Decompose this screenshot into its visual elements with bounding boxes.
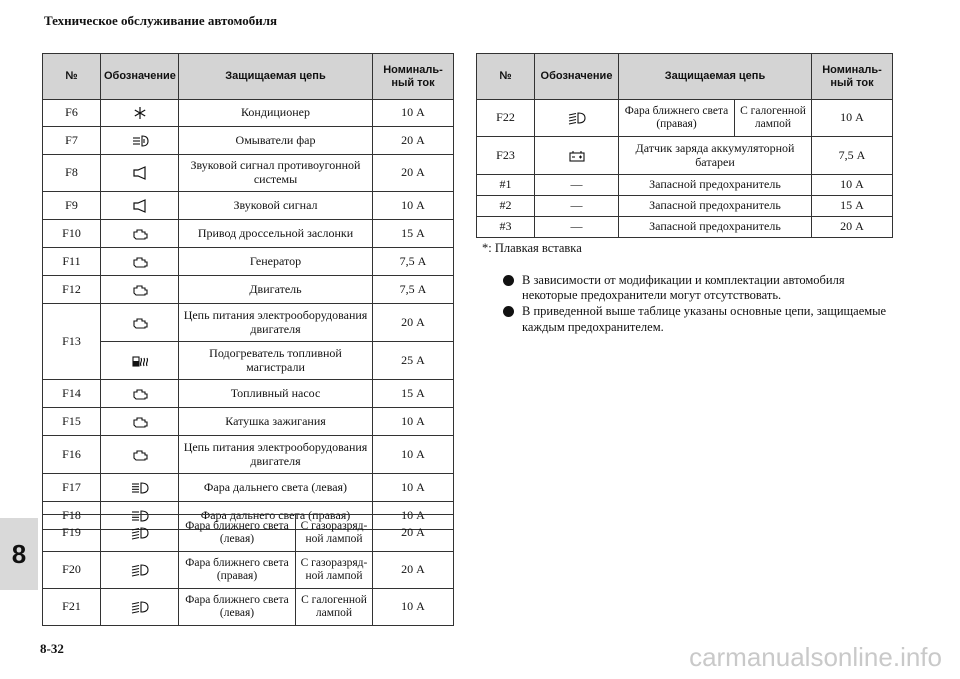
fuse-rating: 15 А (373, 220, 454, 248)
fuse-rating: 7,5 А (373, 276, 454, 304)
fuse-circuit: Фара ближнего света (левая) (179, 589, 296, 626)
note-text: В приведенной выше таблице указаны основные цепи, защищаемые каждым предохранителем. (522, 303, 887, 334)
fuse-number: #2 (477, 196, 535, 217)
fuse-rating: 20 А (373, 155, 454, 192)
fuse-rating: 10 А (812, 100, 893, 137)
table-row (477, 217, 893, 238)
table-row (43, 192, 454, 220)
fuse-rating: 10 А (373, 589, 454, 626)
col-header-num: № (477, 54, 535, 100)
battery-icon (567, 149, 587, 163)
fuse-number: F18 (43, 502, 101, 530)
fuse-circuit: Запасной предохранитель (619, 175, 812, 196)
low-beam-icon (130, 600, 150, 614)
fuse-circuit: Топливный насос (179, 380, 373, 408)
fuse-rating: 20 А (373, 552, 454, 589)
fuse-circuit: Запасной предохранитель (619, 217, 812, 238)
engine-icon (130, 387, 150, 401)
fuse-circuit: Датчик заряда аккумуляторной батареи (619, 137, 812, 175)
fuse-circuit: Фара ближнего света (правая) (619, 100, 735, 137)
fuse-number: F21 (43, 589, 101, 626)
fuse-number: F13 (43, 304, 101, 380)
watermark: carmanualsonline.info (689, 642, 942, 672)
fuse-circuit-variant: С газоразряд-ной лампой (296, 515, 373, 552)
table-row (43, 127, 454, 155)
fuse-rating: 20 А (373, 127, 454, 155)
col-header-rating: Номиналь-ный ток (812, 54, 893, 100)
fuse-rating: 10 А (373, 100, 454, 127)
fuse-circuit: Подогреватель топливной магистрали (179, 342, 373, 380)
table-row (43, 276, 454, 304)
fuse-circuit-variant: С галогенной лампой (735, 100, 812, 137)
table-row (43, 100, 454, 127)
fuse-number: F20 (43, 552, 101, 589)
table-row (43, 436, 454, 474)
bullet-icon (503, 306, 514, 317)
fuse-circuit: Цепь питания электрооборудования двигателя (179, 304, 373, 342)
table-row (43, 304, 454, 342)
fuse-number: F17 (43, 474, 101, 502)
page-header-title: Техническое обслуживание автомобиля (44, 13, 278, 28)
table-row (43, 248, 454, 276)
fuse-rating: 20 А (373, 304, 454, 342)
fuse-circuit: Привод дроссельной заслонки (179, 220, 373, 248)
note-text: В зависимости от модификации и комплектации автомобиля некоторые предохранители могут отсутствовать. (522, 272, 845, 303)
fuse-circuit: Цепь питания электрооборудования двигателя (179, 436, 373, 474)
fuse-circuit: Омыватели фар (179, 127, 373, 155)
fuse-circuit: Кондиционер (179, 100, 373, 127)
fuse-number: F22 (477, 100, 535, 137)
horn-icon (130, 166, 150, 180)
fuse-circuit: Двигатель (179, 276, 373, 304)
fuse-symbol: — (535, 217, 619, 238)
fuse-rating: 20 А (812, 217, 893, 238)
fuse-circuit: Генератор (179, 248, 373, 276)
engine-icon (130, 448, 150, 462)
fuse-table-left-lamps (42, 514, 454, 626)
fuse-number: F10 (43, 220, 101, 248)
fuse-rating: 10 А (373, 436, 454, 474)
table-row (43, 474, 454, 502)
bullet-icon (503, 275, 514, 286)
table-row (43, 220, 454, 248)
fuse-circuit: Звуковой сигнал противоугонной системы (179, 155, 373, 192)
fuse-circuit: Запасной предохранитель (619, 196, 812, 217)
fuse-number: F19 (43, 515, 101, 552)
table-row (43, 552, 454, 589)
table-row (477, 175, 893, 196)
note-item (482, 304, 892, 335)
table-row (43, 589, 454, 626)
fuse-circuit-variant: С газоразряд-ной лампой (296, 552, 373, 589)
fuse-number: F16 (43, 436, 101, 474)
fuse-rating: 15 А (373, 380, 454, 408)
fuse-number: F7 (43, 127, 101, 155)
footnote-asterisk: *: Плавкая вставка (482, 241, 582, 255)
fuse-rating: 20 А (373, 515, 454, 552)
fuse-symbol: — (535, 175, 619, 196)
low-beam-icon (567, 111, 587, 125)
fuse-rating: 7,5 А (373, 248, 454, 276)
engine-icon (130, 415, 150, 429)
fuse-number: #3 (477, 217, 535, 238)
fuse-rating: 10 А (812, 175, 893, 196)
fuse-circuit: Звуковой сигнал (179, 192, 373, 220)
table-row (477, 196, 893, 217)
headlamp-washer-icon (130, 134, 150, 148)
fuse-circuit: Фара ближнего света (правая) (179, 552, 296, 589)
fuse-number: F8 (43, 155, 101, 192)
col-header-rating: Номиналь-ный ток (373, 54, 454, 100)
fuse-rating: 25 А (373, 342, 454, 380)
fuel-heater-icon (130, 354, 150, 368)
engine-icon (130, 283, 150, 297)
fuse-table-left (42, 53, 454, 530)
notes-section (482, 241, 892, 335)
engine-icon (130, 316, 150, 330)
page-number: 8-32 (40, 641, 64, 656)
fuse-number: F11 (43, 248, 101, 276)
engine-icon (130, 255, 150, 269)
table-row (43, 515, 454, 552)
table-row (477, 100, 893, 137)
table-row (43, 342, 454, 380)
table-row (43, 155, 454, 192)
high-beam-icon (130, 481, 150, 495)
chapter-tab: 8 (0, 518, 38, 590)
table-row (477, 137, 893, 175)
table-header-row (43, 54, 454, 100)
fuse-circuit: Катушка зажигания (179, 408, 373, 436)
fuse-number: #1 (477, 175, 535, 196)
fuse-number: F23 (477, 137, 535, 175)
col-header-num: № (43, 54, 101, 100)
fuse-rating: 7,5 А (812, 137, 893, 175)
fuse-circuit-variant: С галогенной лампой (296, 589, 373, 626)
col-header-symbol: Обозначение (101, 54, 179, 100)
table-header-row (477, 54, 893, 100)
fuse-circuit: Фара дальнего света (левая) (179, 474, 373, 502)
fuse-symbol: — (535, 196, 619, 217)
table-row (43, 380, 454, 408)
fuse-circuit: Фара ближнего света (левая) (179, 515, 296, 552)
fuse-rating: 10 А (373, 502, 454, 530)
fuse-number: F15 (43, 408, 101, 436)
fuse-number: F14 (43, 380, 101, 408)
col-header-circuit: Защищаемая цепь (179, 54, 373, 100)
fuse-number: F12 (43, 276, 101, 304)
fuse-rating: 10 А (373, 474, 454, 502)
engine-icon (130, 227, 150, 241)
low-beam-icon (130, 526, 150, 540)
col-header-circuit: Защищаемая цепь (619, 54, 812, 100)
table-row (43, 408, 454, 436)
col-header-symbol: Обозначение (535, 54, 619, 100)
fuse-rating: 10 А (373, 192, 454, 220)
fuse-rating: 15 А (812, 196, 893, 217)
note-item (482, 273, 892, 304)
fuse-table-right (476, 53, 893, 238)
fuse-circuit: Фара дальнего света (правая) (179, 502, 373, 530)
fuse-number: F9 (43, 192, 101, 220)
horn-icon (130, 199, 150, 213)
snowflake-icon (130, 106, 150, 120)
low-beam-icon (130, 563, 150, 577)
fuse-rating: 10 А (373, 408, 454, 436)
fuse-number: F6 (43, 100, 101, 127)
